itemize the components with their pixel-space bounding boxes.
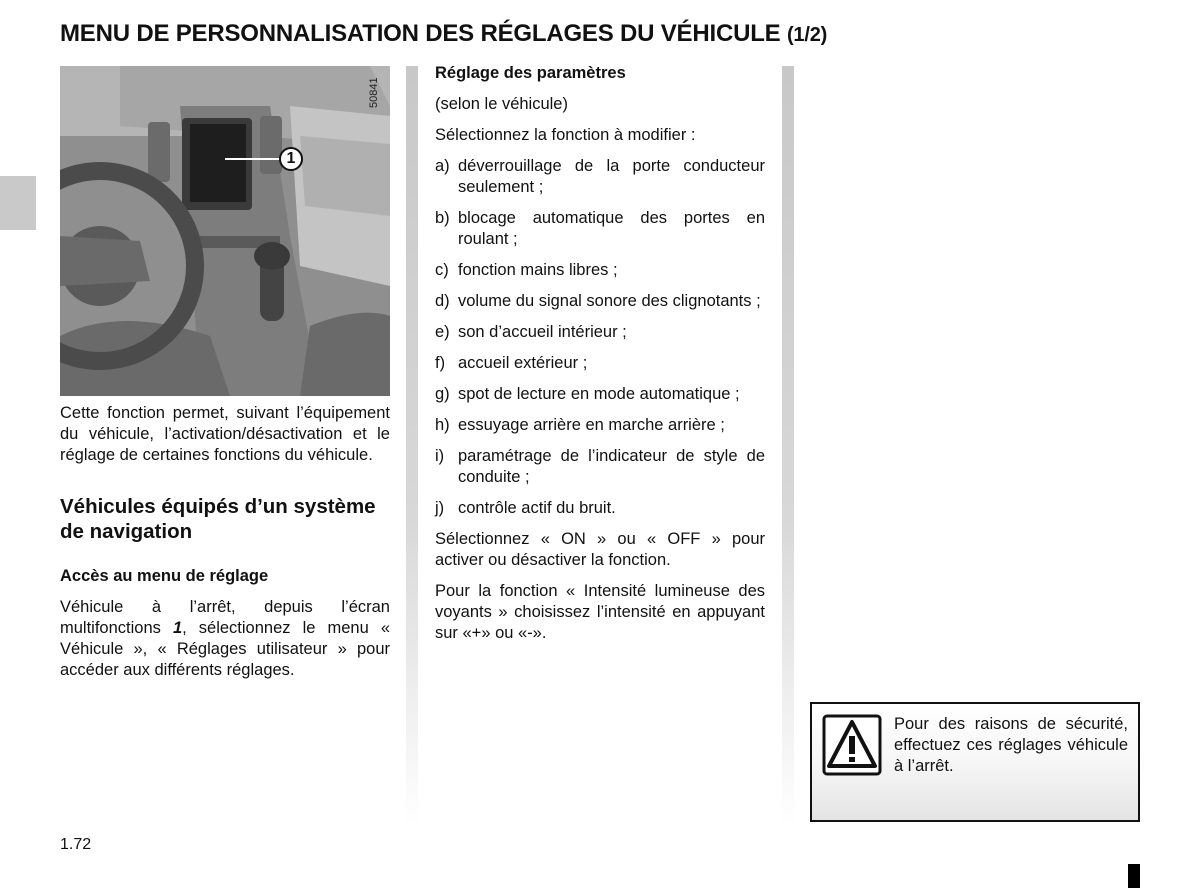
list-item-label: a): [435, 157, 450, 175]
dashboard-illustration: [60, 66, 390, 396]
list-item: [435, 353, 765, 374]
list-item: [435, 260, 765, 281]
figure-reference: 50841: [368, 77, 380, 108]
list-item-label: e): [435, 323, 450, 341]
page-title-text: MENU DE PERSONNALISATION DES RÉGLAGES DU VÉHICULE: [60, 20, 781, 47]
corner-mark: [1128, 864, 1140, 888]
page-number: 1.72: [60, 836, 92, 853]
access-paragraph: [60, 597, 390, 681]
list-item-text: accueil extérieur ;: [458, 354, 588, 372]
list-item: [435, 322, 765, 343]
warning-box: [810, 702, 1140, 822]
warning-triangle-icon: [822, 714, 882, 776]
list-item-text: essuyage arrière en marche arrière ;: [458, 416, 725, 434]
chapter-tab: [0, 176, 36, 230]
access-reference: 1: [172, 619, 183, 637]
list-item-label: g): [435, 385, 450, 403]
list-item-text: fonction mains libres ;: [458, 261, 618, 279]
list-item-label: h): [435, 416, 450, 434]
list-item-text: déverrouillage de la porte conducteur seulement ;: [458, 157, 765, 196]
vehicle-note: (selon le véhicule): [435, 95, 568, 113]
warning-text: Pour des raisons de sécurité, effectuez ces réglages véhicule à l’arrêt.: [894, 715, 1128, 775]
list-item: [435, 208, 765, 250]
list-item-text: paramétrage de l’indicateur de style de conduite ;: [458, 447, 765, 486]
list-item-label: b): [435, 209, 450, 227]
right-column: [435, 63, 765, 654]
list-item: [435, 384, 765, 405]
parameters-heading: Réglage des paramètres: [435, 64, 626, 82]
list-item-label: i): [435, 447, 445, 465]
list-item-text: spot de lecture en mode automatique ;: [458, 385, 740, 403]
on-off-paragraph: Sélectionnez « ON » ou « OFF » pour activer ou désactiver la fonction.: [435, 530, 765, 569]
list-item-text: contrôle actif du bruit.: [458, 499, 616, 517]
list-item: [435, 156, 765, 198]
list-item-label: f): [435, 354, 446, 372]
intensity-paragraph: Pour la fonction « Intensité lumineuse des voyants » choisissez l’intensité en appuyant sur «+» ou «-».: [435, 582, 765, 642]
list-item: [435, 291, 765, 312]
list-item: [435, 498, 765, 519]
intro-paragraph: Cette fonction permet, suivant l’équipement du véhicule, l’activation/désactivation et le réglage de certaines fonctions du véhicule.: [60, 404, 390, 464]
column-divider-left: [406, 66, 418, 826]
list-item-label: c): [435, 261, 449, 279]
select-prompt: Sélectionnez la fonction à modifier :: [435, 126, 696, 144]
page-title: [60, 20, 827, 48]
callout-1: 1: [279, 147, 303, 171]
dashboard-photo: [60, 66, 390, 396]
list-item-text: volume du signal sonore des clignotants ;: [458, 292, 761, 310]
access-text-start: Véhicule à l’arrêt, depuis l’écran multifonctions: [60, 598, 390, 637]
list-item: [435, 415, 765, 436]
access-subheading: Accès au menu de réglage: [60, 567, 269, 585]
column-divider-right: [782, 66, 794, 826]
list-item-text: son d’accueil intérieur ;: [458, 323, 627, 341]
list-item-label: d): [435, 292, 450, 310]
access-text-end: , sélectionnez le menu « Véhicule », « Réglages utilisateur » pour accéder aux différents réglages.: [60, 619, 390, 679]
list-item-text: blocage automatique des portes en roulant ;: [458, 209, 765, 248]
section-heading: Véhicules équipés d’un système de navigation: [60, 495, 376, 543]
page-title-suffix: (1/2): [786, 24, 828, 46]
list-item: [435, 446, 765, 488]
list-item-label: j): [435, 499, 445, 517]
left-column: [60, 403, 390, 691]
